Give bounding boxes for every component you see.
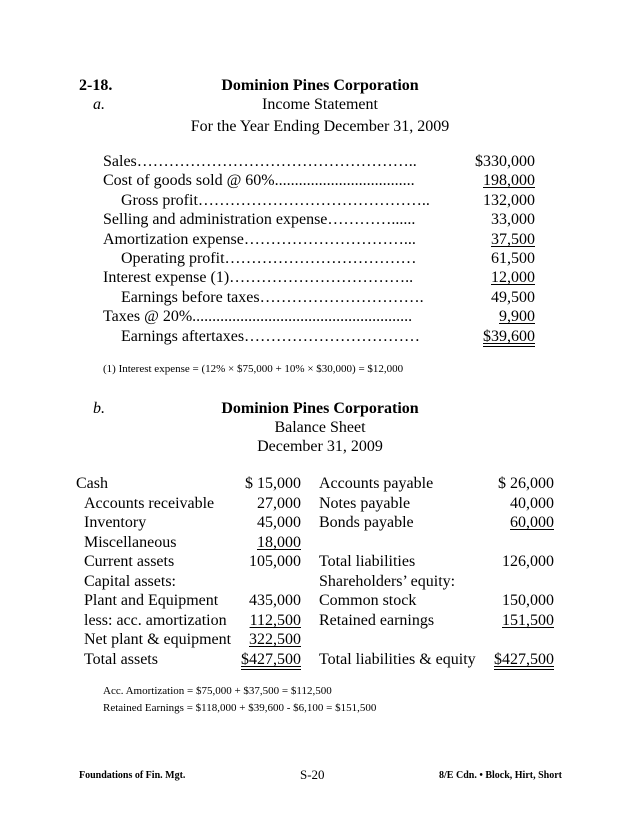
asset-row-label: Net plant & equipment: [84, 631, 232, 648]
asset-row-value: 112,500: [249, 612, 301, 629]
liability-row-label: Notes payable: [319, 495, 411, 512]
income-row-label: Earnings aftertaxes……………………………: [121, 328, 421, 345]
income-statement-period: For the Year Ending December 31, 2009: [190, 118, 450, 135]
income-row-value: 61,500: [491, 250, 535, 267]
liability-row-value: 60,000: [510, 514, 554, 531]
liability-row-value: $427,500: [494, 651, 554, 668]
asset-row-label: Total assets: [84, 651, 158, 668]
asset-row-label: Current assets: [84, 553, 175, 570]
page-number: S-20: [300, 767, 325, 782]
income-statement-title: Income Statement: [262, 96, 378, 113]
liability-row-value: 150,000: [502, 592, 554, 609]
income-row-value: 37,500: [491, 231, 535, 248]
liability-row-label: Bonds payable: [319, 514, 414, 531]
income-row-value: 12,000: [491, 269, 535, 286]
liability-row-label: Total liabilities: [319, 553, 416, 570]
asset-row-label: Inventory: [84, 514, 147, 531]
liability-row-label: Common stock: [319, 592, 417, 609]
income-row-label: Cost of goods sold @ 60%...................................: [103, 172, 415, 189]
income-row-label: Earnings before taxes………………………….: [121, 289, 424, 306]
asset-row-value: 322,500: [249, 631, 301, 648]
income-row-value: 132,000: [483, 192, 535, 209]
footer-right: 8/E Cdn. • Block, Hirt, Short: [439, 770, 562, 781]
liability-row-label: Retained earnings: [319, 612, 435, 629]
asset-row-value: 27,000: [257, 495, 301, 512]
income-row-label: Taxes @ 20%.......................................................: [103, 308, 413, 325]
income-row-value: 198,000: [483, 172, 535, 189]
liability-row-value: 151,500: [502, 612, 554, 629]
part-b-label: b.: [93, 400, 105, 417]
asset-row-label: Miscellaneous: [84, 534, 177, 551]
asset-row-value: 435,000: [249, 592, 301, 609]
income-row-value: 9,900: [499, 308, 535, 325]
income-row-label: Operating profit………………………………: [121, 250, 417, 267]
asset-row-value: 18,000: [257, 534, 301, 551]
income-row-value: $39,600: [483, 328, 535, 345]
balance-company-name: Dominion Pines Corporation: [221, 400, 419, 417]
liability-row-label: Accounts payable: [319, 475, 434, 492]
balance-sheet-title: Balance Sheet: [274, 419, 366, 436]
income-company-name: Dominion Pines Corporation: [221, 77, 419, 94]
acc-amortization-note: Acc. Amortization = $75,000 + $37,500 = $112,500: [103, 685, 332, 697]
asset-row-label: Cash: [76, 475, 108, 492]
income-row-label: Gross profit……………………………………..: [121, 192, 430, 209]
asset-row-label: Capital assets:: [84, 573, 176, 590]
asset-row-label: Accounts receivable: [84, 495, 215, 512]
income-row-label: Selling and administration expense…………......: [103, 211, 416, 228]
part-a-label: a.: [93, 96, 105, 113]
liability-row-value: 126,000: [502, 553, 554, 570]
asset-row-value: 105,000: [249, 553, 301, 570]
liability-row-value: 40,000: [510, 495, 554, 512]
asset-row-value: $ 15,000: [245, 475, 301, 492]
income-row-label: Interest expense (1)……………………………..: [103, 269, 414, 286]
income-row-label: Amortization expense…………………………...: [103, 231, 416, 248]
income-row-value: $330,000: [475, 153, 535, 170]
interest-footnote: (1) Interest expense = (12% × $75,000 + 10% × $30,000) = $12,000: [103, 363, 404, 375]
problem-number: 2-18.: [79, 77, 113, 94]
income-row-label: Sales……………………………………………..: [103, 153, 417, 170]
footer-left: Foundations of Fin. Mgt.: [79, 770, 186, 781]
balance-sheet-date: December 31, 2009: [257, 438, 383, 455]
liability-row-label: Shareholders’ equity:: [319, 573, 456, 590]
asset-row-value: 45,000: [257, 514, 301, 531]
asset-row-label: less: acc. amortization: [84, 612, 227, 629]
income-row-value: 49,500: [491, 289, 535, 306]
asset-row-value: $427,500: [241, 651, 301, 668]
income-row-value: 33,000: [491, 211, 535, 228]
asset-row-label: Plant and Equipment: [84, 592, 219, 609]
liability-row-label: Total liabilities & equity: [319, 651, 476, 668]
liability-row-value: $ 26,000: [498, 475, 554, 492]
retained-earnings-note: Retained Earnings = $118,000 + $39,600 - $6,100 = $151,500: [103, 702, 377, 714]
